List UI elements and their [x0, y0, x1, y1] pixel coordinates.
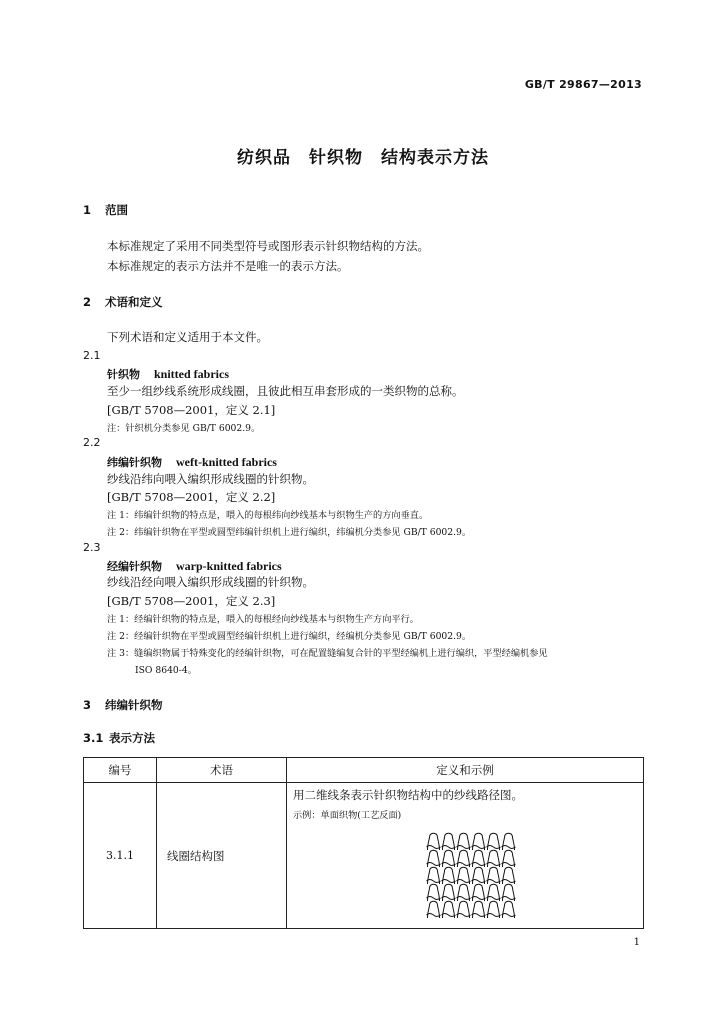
term-en: warp-knitted fabrics: [176, 559, 282, 573]
table-row: [84, 783, 644, 929]
section-title: 术语和定义: [105, 295, 163, 309]
yarn-sinker-loop: [442, 863, 456, 866]
scope-paragraph-1: 本标准规定了采用不同类型符号或图形表示针织物结构的方法。: [107, 239, 429, 253]
yarn-sinker-loop: [487, 914, 501, 917]
yarn-sinker-loop: [442, 880, 456, 883]
row-term: 线圈结构图: [157, 783, 287, 929]
term-heading: [107, 366, 229, 382]
definition-table: [83, 757, 644, 929]
section-number: 1: [83, 203, 92, 217]
row-definition-cell: [287, 783, 644, 929]
yarn-sinker-loop: [472, 846, 486, 849]
yarn-sinker-loop: [427, 897, 441, 900]
section-number: 3: [83, 698, 92, 712]
yarn-sinker-loop: [487, 863, 501, 866]
yarn-sinker-loop: [457, 863, 471, 866]
section-3-heading: [83, 697, 163, 713]
section-1-heading: [83, 202, 128, 218]
yarn-sinker-loop: [442, 846, 456, 849]
section-title: 纬编针织物: [105, 698, 163, 712]
yarn-sinker-loop: [502, 880, 516, 883]
term-heading: [107, 454, 277, 470]
yarn-sinker-loop: [502, 897, 516, 900]
term-number: 2.1: [83, 349, 101, 362]
term-definition: 纱线沿经向喂入编织形成线圈的针织物。: [107, 575, 314, 589]
yarn-sinker-loop: [427, 846, 441, 849]
standard-code: GB/T 29867—2013: [524, 78, 642, 91]
yarn-sinker-loop: [457, 880, 471, 883]
term-zh: 经编针织物: [107, 560, 162, 573]
term-heading: [107, 558, 282, 574]
term-note-1: 注 1：经编针织物的特点是，喂入的每根经向纱线基本与织物生产方向平行。: [107, 614, 419, 625]
column-header-term: 术语: [157, 758, 287, 783]
term-note-3: 注 3：缝编织物属于特殊变化的经编针织物，可在配置缝编复合针的平型经编机上进行编织，平型经编机参见: [107, 648, 548, 659]
term-note-2: 注 2：经编针织物在平型或圆型经编针织机上进行编织，经编机分类参见 GB/T 6002.9。: [107, 631, 472, 642]
yarn-sinker-loop: [487, 897, 501, 900]
yarn-sinker-loop: [427, 863, 441, 866]
terms-intro: 下列术语和定义适用于本文件。: [107, 330, 268, 344]
term-zh: 纬编针织物: [107, 456, 162, 469]
section-number: 2: [83, 295, 92, 309]
yarn-sinker-loop: [442, 914, 456, 917]
section-title: 范围: [105, 203, 128, 217]
section-2-heading: [83, 294, 163, 310]
yarn-sinker-loop: [472, 880, 486, 883]
term-number: 2.2: [83, 436, 101, 449]
yarn-sinker-loop: [427, 914, 441, 917]
term-reference: [GB/T 5708—2001，定义 2.3]: [107, 594, 276, 608]
row-example-caption: 示例：单面织物(工艺反面): [293, 810, 402, 821]
table-header-row: [84, 758, 644, 783]
term-en: weft-knitted fabrics: [176, 455, 277, 469]
yarn-sinker-loop: [502, 914, 516, 917]
term-reference: [GB/T 5708—2001，定义 2.1]: [107, 403, 276, 417]
term-zh: 针织物: [107, 368, 140, 381]
yarn-sinker-loop: [472, 897, 486, 900]
scope-paragraph-2: 本标准规定的表示方法并不是唯一的表示方法。: [107, 259, 349, 273]
yarn-sinker-loop: [487, 846, 501, 849]
term-definition: 纱线沿纬向喂入编织形成线圈的针织物。: [107, 472, 314, 486]
yarn-sinker-loop: [502, 863, 516, 866]
term-number: 2.3: [83, 541, 101, 554]
yarn-sinker-loop: [457, 897, 471, 900]
yarn-sinker-loop: [427, 880, 441, 883]
row-number: 3.1.1: [84, 783, 157, 929]
yarn-sinker-loop: [442, 897, 456, 900]
column-header-number: 编号: [84, 758, 157, 783]
term-note-2: 注 2：纬编针织物在平型或圆型纬编针织机上进行编织，纬编机分类参见 GB/T 6002.9。: [107, 527, 472, 538]
loop-structure-diagram-icon: [419, 827, 523, 921]
subsection-number: 3.1: [83, 731, 104, 745]
term-en: knitted fabrics: [154, 367, 229, 381]
term-note-1: 注 1：纬编针织物的特点是，喂入的每根纬向纱线基本与织物生产的方向垂直。: [107, 510, 429, 521]
row-definition-text: 用二维线条表示针织物结构中的纱线路径图。: [293, 788, 523, 802]
yarn-sinker-loop: [502, 846, 516, 849]
term-definition: 至少一组纱线系统形成线圈，且彼此相互串套形成的一类织物的总称。: [107, 384, 464, 398]
yarn-sinker-loop: [472, 863, 486, 866]
yarn-sinker-loop: [457, 914, 471, 917]
column-header-definition: 定义和示例: [287, 758, 644, 783]
term-note-3-continued: ISO 8640-4。: [135, 665, 197, 676]
yarn-sinker-loop: [472, 914, 486, 917]
subsection-3-1-heading: [83, 730, 155, 746]
document-title: 纺织品 针织物 结构表示方法: [237, 148, 489, 168]
page-number: 1: [633, 937, 640, 948]
term-note: 注：针织机分类参见 GB/T 6002.9。: [107, 423, 261, 434]
yarn-sinker-loop: [487, 880, 501, 883]
term-reference: [GB/T 5708—2001，定义 2.2]: [107, 490, 276, 504]
yarn-sinker-loop: [457, 846, 471, 849]
subsection-title: 表示方法: [109, 731, 155, 745]
